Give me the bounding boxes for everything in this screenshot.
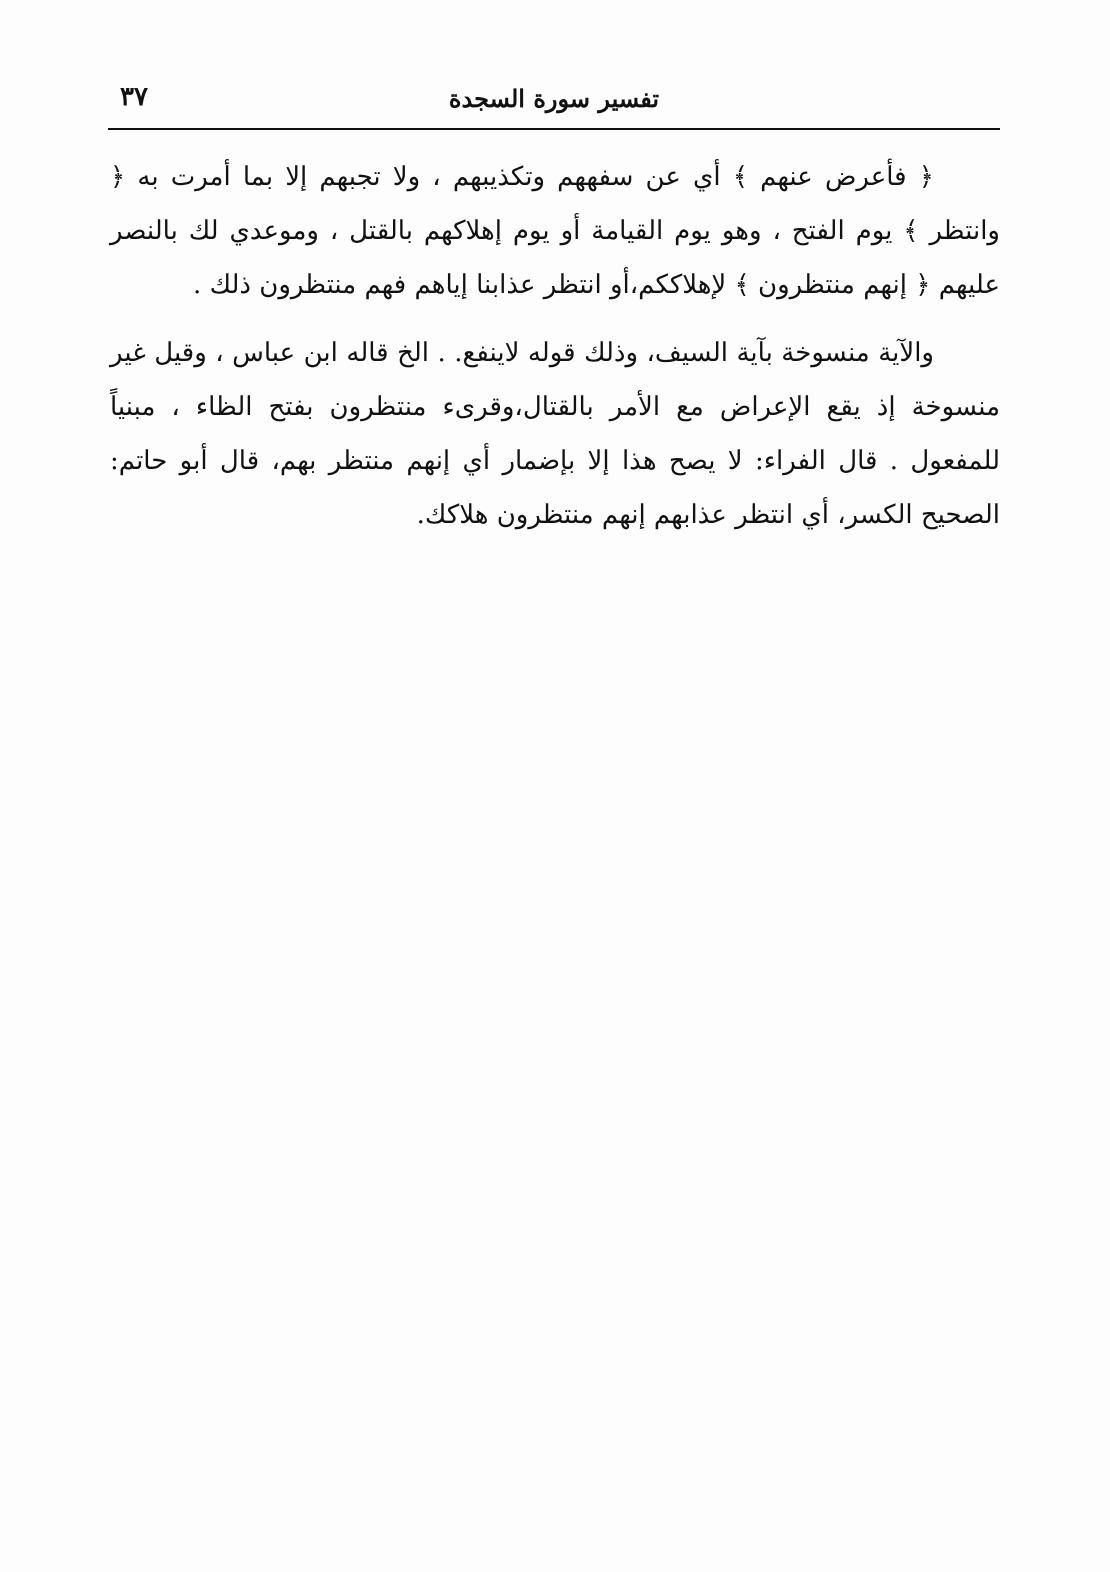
paragraph-1: ﴿ فأعرض عنهم ﴾ أي عن سفههم وتكذيبهم ، ولا تجبهم إلا بما أمرت به ﴿ وانتظر ﴾ يوم الفتح ، وهو يوم القيامة أو يوم إهلاكهم بالقتل ، وموعدي لك بالنصر عليهم ﴿ إنهم منتظرون ﴾ لإهلاككم،أو انتظر عذابنا إياهم فهم منتظرون ذلك . <box>110 162 1000 300</box>
running-title: تفسير سورة السجدة <box>448 84 660 113</box>
header-divider <box>108 128 1000 130</box>
page-body <box>110 150 1000 542</box>
page-header <box>108 78 1000 126</box>
page-number: ٣٧ <box>120 82 148 112</box>
paragraph-2: والآية منسوخة بآية السيف، وذلك قوله لاينفع. . الخ قاله ابن عباس ، وقيل غير منسوخة إذ يقع الإعراض مع الأمر بالقتال،وقرىء منتظرون بفتح الظاء ، مبنياً للمفعول . قال الفراء: لا يصح هذا إلا بإضمار أي إنهم منتظر بهم، قال أبو حاتم: الصحيح الكسر، أي انتظر عذابهم إنهم منتظرون هلاكك. <box>110 338 1000 530</box>
